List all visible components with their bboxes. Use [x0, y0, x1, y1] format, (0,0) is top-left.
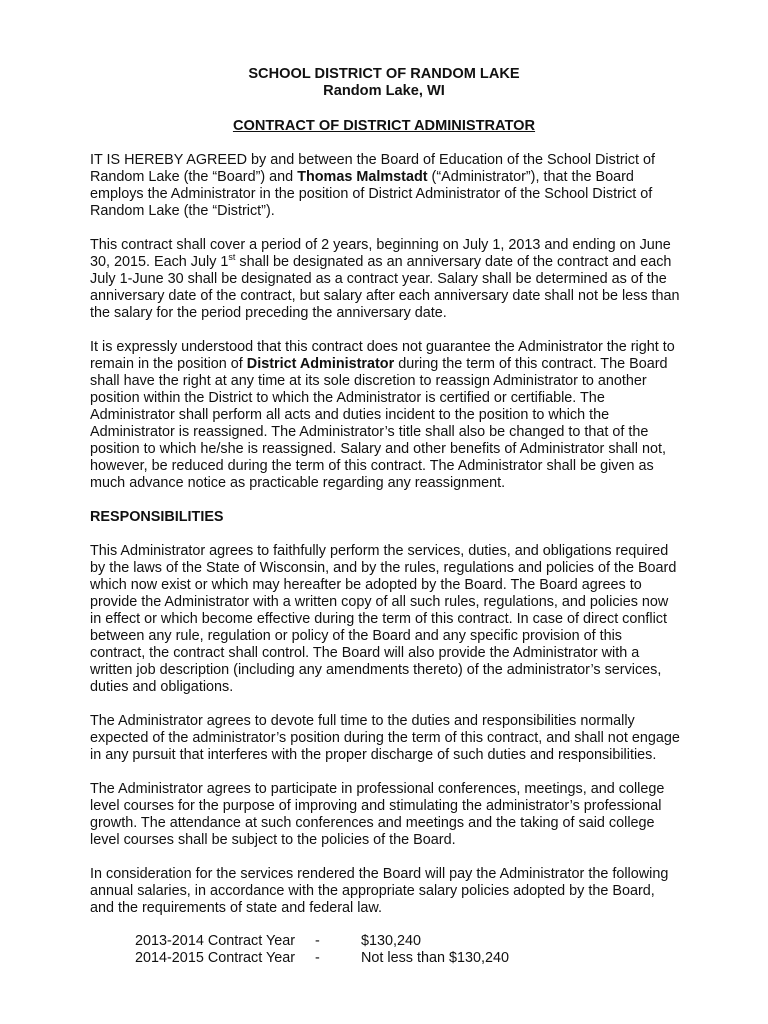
reassignment-text-end: during the term of this contract. The Board shall have the right at any time at its sole discretion to reassign Administrator to another position within the District to which the Administrator is certified or certifiable. The Administrator shall perform all acts and duties incident to the position to which the Administrator is reassigned. The Administrator’s title shall also be changed to that of the position to which he/she is reassigned. Salary and other benefits of Administrator shall not, however, be reduced during the term of this contract. The Administrator shall be given as much advance notice as practicable regarding any reassignment. — [90, 356, 668, 491]
agreement-text-start: IT IS HEREBY AGREED by and between the Board of Education of the School District of Random Lake (the “Board”) and — [90, 152, 656, 185]
salary-row — [135, 933, 509, 950]
reassignment-paragraph — [90, 339, 680, 492]
term-text-start: This contract shall cover a period of 2 years, beginning on July 1, 2013 and ending on June 30, 2015. Each July 1 — [90, 237, 671, 270]
contract-year: 2014-2015 Contract Year — [135, 950, 296, 966]
contract-year: 2013-2014 Contract Year — [135, 933, 296, 949]
location-heading: Random Lake, WI — [323, 83, 445, 99]
salary-amount: Not less than $130,240 — [361, 950, 510, 966]
responsibilities-heading: RESPONSIBILITIES — [90, 509, 224, 525]
salary-table — [135, 933, 509, 967]
salary-paragraph: In consideration for the services rendered the Board will pay the Administrator the following annual salaries, in accordance with the appropriate salary policies adopted by the Board, and the requirements of state and federal law. — [90, 866, 669, 916]
agreement-paragraph — [90, 152, 680, 220]
professional-growth-paragraph: The Administrator agrees to participate in professional conferences, meetings, and college level courses for the purpose of improving and stimulating the administrator’s professional growth. The attendance at such conferences and meetings and the taking of said college level courses shall be subject to the policies of the Board. — [90, 781, 665, 848]
position-title: District Administrator — [246, 356, 395, 372]
term-paragraph — [90, 237, 680, 322]
agreement-text-end: (“Administrator”), that the Board employs the Administrator in the position of District Administrator of the School District of Random Lake (the “District”). — [90, 169, 653, 219]
term-text-end: shall be designated as an anniversary date of the contract and each July 1-June 30 shall be designated as a contract year. Salary shall be determined as of the anniversary date of the contract, but salary after each anniversary date shall not be less than the salary for the period preceding the anniversary date. — [90, 254, 680, 321]
administrator-name: Thomas Malmstadt — [297, 169, 428, 185]
document-title: CONTRACT OF DISTRICT ADMINISTRATOR — [232, 118, 536, 134]
district-name-heading: SCHOOL DISTRICT OF RANDOM LAKE — [248, 66, 520, 82]
separator-dash: - — [315, 950, 320, 966]
duties-paragraph: This Administrator agrees to faithfully perform the services, duties, and obligations required by the laws of the State of Wisconsin, and by the rules, regulations and policies of the Board which now exist or which may hereafter be adopted by the Board. The Board agrees to provide the Administrator with a written copy of all such rules, regulations, and policies now in effect or which become effective during the term of this contract. In case of direct conflict between any rule, regulation or policy of the Board and any specific provision of this contract, the contract shall control. The Board will also provide the Administrator with a written job description (including any amendments thereto) of the administrator’s services, duties and obligations. — [90, 543, 677, 695]
contract-body — [90, 152, 680, 967]
full-time-paragraph: The Administrator agrees to devote full time to the duties and responsibilities normally expected of the administrator’s position during the term of this contract, and shall not engage in any pursuit that interferes with the proper discharge of such duties and responsibilities. — [90, 713, 680, 763]
ordinal-suffix: st — [228, 252, 236, 263]
separator-dash: - — [315, 933, 320, 949]
reassignment-text-start: It is expressly understood that this contract does not guarantee the Administrator the right to remain in the position of — [90, 339, 675, 372]
salary-row — [135, 950, 509, 967]
salary-amount: $130,240 — [361, 933, 422, 949]
